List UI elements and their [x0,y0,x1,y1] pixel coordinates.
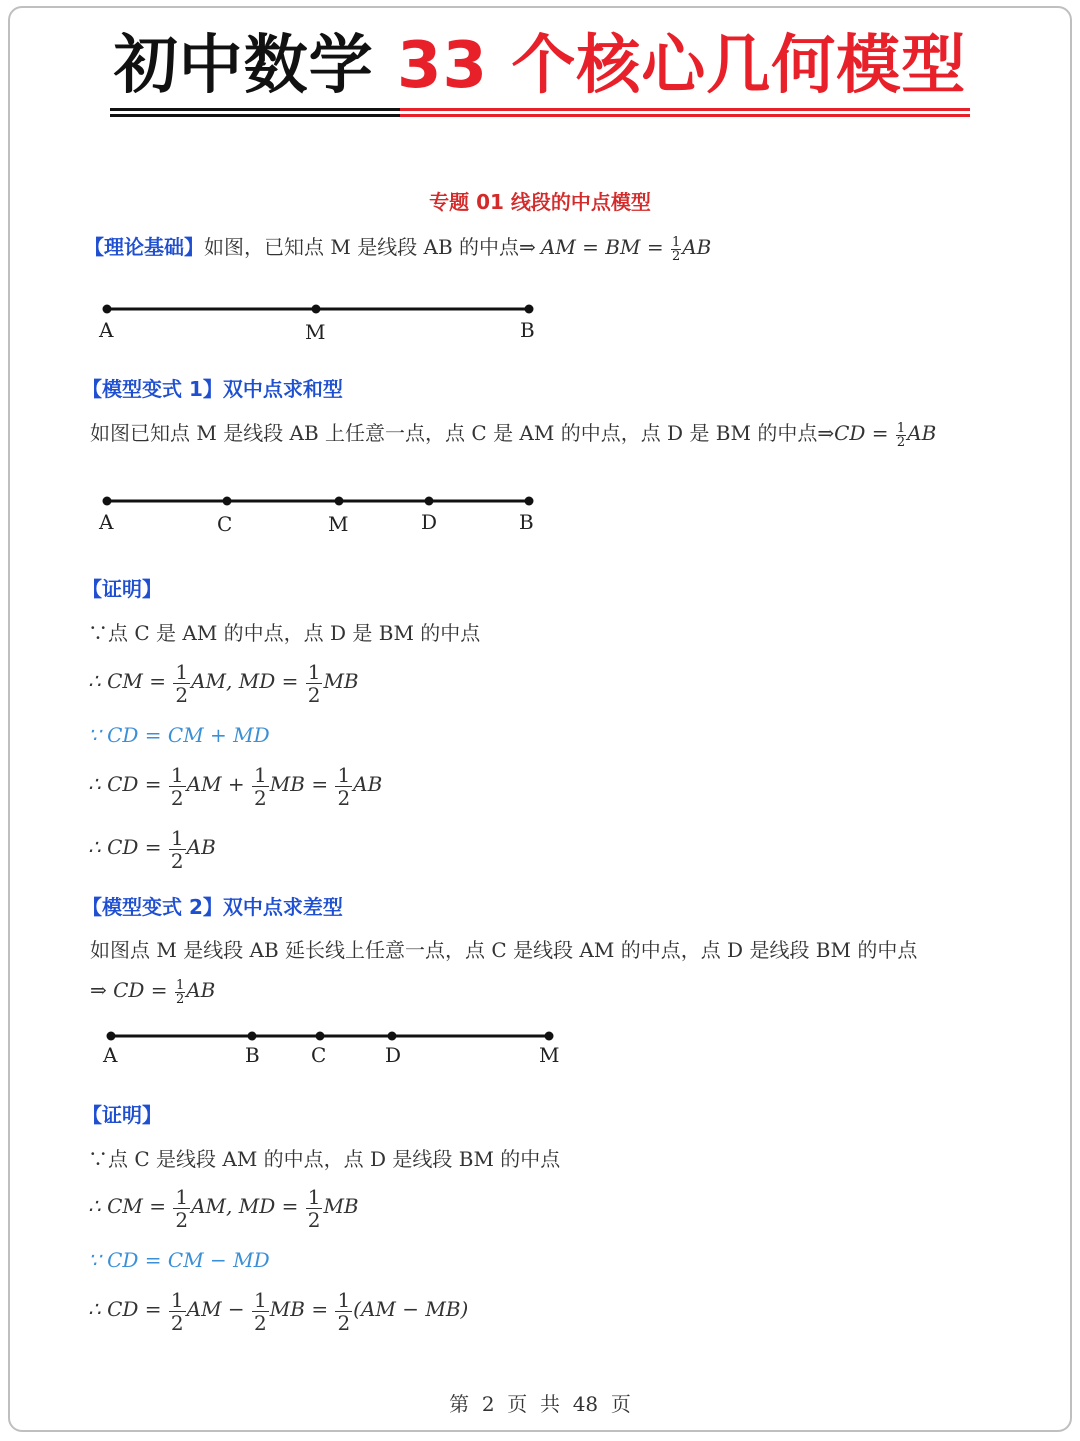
variant-1-text: 如图已知点 M 是线段 AB 上任意一点，点 C 是 AM 的中点，点 D 是 BM 的中点⇒ [90,421,835,445]
theory-text: 如图，已知点 M 是线段 AB 的中点⇒ [204,235,536,259]
fraction [335,763,352,808]
fraction-numerator: 1 [307,1185,321,1209]
proof-1-heading: 【证明】 [82,577,162,601]
fraction-denominator: 2 [671,249,681,264]
figure-3-point-m [545,1032,554,1041]
fraction-numerator: 1 [175,1185,189,1209]
figure-2-point-a [103,497,112,506]
fraction-denominator: 2 [175,683,189,707]
figure-2-segment [90,488,560,544]
figure-1-point-m [312,305,321,314]
proof-2-line-4 [88,1288,468,1333]
fraction-denominator: 2 [307,1208,321,1232]
proof-text: ∴ CM = [88,669,173,693]
proof-text: ∴ CD = [88,1297,168,1321]
variant-2-statement: 如图点 M 是线段 AB 延长线上任意一点，点 C 是线段 AM 的中点，点 D 是线段 BM 的中点 [90,938,918,962]
banner-underline-black-2 [110,114,400,117]
figure-3-point-b [248,1032,257,1041]
figure-2-label-a: A [99,510,114,534]
page-number-footer: 第 2 页 共 48 页 [449,1392,631,1416]
fraction-denominator: 2 [254,786,267,810]
fraction [252,1288,269,1333]
variant-1-formula-right: AB [907,421,937,445]
figure-1-point-a [103,305,112,314]
fraction [169,826,186,871]
proof-1-line-5 [88,826,216,871]
proof-text: ∴ CD = [88,835,168,859]
figure-2-label-d: D [421,510,438,534]
variant-2-fraction [175,979,185,1006]
figure-2-label-b: B [519,510,534,534]
proof-text: AM + [186,772,252,796]
banner-title-part1: 初中数学 [113,29,374,103]
variant-1-fraction [896,422,906,449]
fraction-numerator: 1 [175,660,189,684]
theory-line [84,231,711,263]
figure-3-point-d [388,1032,397,1041]
variant-2-formula [90,978,215,1006]
fraction-numerator: 1 [254,1288,267,1312]
fraction-denominator: 2 [254,1311,267,1335]
fraction [252,763,269,808]
fraction-denominator: 2 [896,435,906,450]
fraction [306,660,323,705]
figure-3-label-m: M [539,1043,560,1067]
proof-text: AB [353,772,383,796]
figure-2-point-d [425,497,434,506]
banner-title-part2: 33 个核心几何模型 [396,29,967,103]
figure-3-segment [90,1023,580,1079]
banner-underline-black [110,108,400,111]
figure-2-point-c [223,497,232,506]
fraction-numerator: 1 [170,763,184,787]
fraction-denominator: 2 [170,849,184,873]
figure-3-label-d: D [385,1043,402,1067]
fraction-denominator: 2 [170,1311,184,1335]
variant-2-formula-left: ⇒ CD = [90,978,174,1002]
figure-3-label-b: B [245,1043,260,1067]
fraction-numerator: 1 [254,763,267,787]
proof-2-line-3: ∵ CD = CM − MD [88,1248,270,1272]
fraction-numerator: 1 [307,660,321,684]
fraction-numerator: 1 [896,421,906,436]
fraction-denominator: 2 [175,1208,189,1232]
figure-3-point-a [107,1032,116,1041]
proof-text: MB = [269,772,335,796]
figure-1-point-b [525,305,534,314]
proof-text: AB [186,835,216,859]
topic-title: 专题 01 线段的中点模型 [429,190,651,214]
fraction-numerator: 1 [671,235,681,250]
proof-text: AM, MD = [191,1194,305,1218]
fraction [173,660,190,705]
variant-1-heading: 【模型变式 1】双中点求和型 [82,377,343,401]
figure-3-label-c: C [311,1043,327,1067]
variant-2-formula-right: AB [186,978,216,1002]
fraction-denominator: 2 [170,786,184,810]
fraction-denominator: 2 [337,1311,351,1335]
fraction [173,1185,190,1230]
proof-1-line-3: ∵ CD = CM + MD [88,723,270,747]
fraction [169,763,186,808]
fraction-denominator: 2 [307,683,321,707]
proof-text: MB [323,669,359,693]
proof-2-line-2 [88,1185,359,1230]
fraction-numerator: 1 [175,978,185,993]
fraction-denominator: 2 [175,992,185,1007]
proof-text: ∴ CM = [88,1194,173,1218]
theory-formula-left: AM = BM = [540,235,670,259]
variant-1-formula-left: CD = [834,421,895,445]
figure-2-point-m [335,497,344,506]
fraction-numerator: 1 [170,826,184,850]
banner-underline-red-2 [400,114,970,117]
figure-1-segment [90,296,560,352]
fraction-numerator: 1 [337,763,351,787]
figure-2-point-b [525,497,534,506]
figure-3-point-c [316,1032,325,1041]
fraction [306,1185,323,1230]
theory-label: 【理论基础】 [84,235,204,259]
figure-2-label-m: M [328,512,349,536]
figure-3-label-a: A [103,1043,118,1067]
figure-2-label-c: C [217,512,233,536]
proof-text: (AM − MB) [353,1297,469,1321]
proof-text: ∴ CD = [88,772,168,796]
proof-2-heading: 【证明】 [82,1103,162,1127]
fraction-numerator: 1 [170,1288,184,1312]
fraction-denominator: 2 [337,786,351,810]
proof-text: AM, MD = [191,669,305,693]
fraction [335,1288,352,1333]
variant-2-heading: 【模型变式 2】双中点求差型 [82,895,343,919]
fraction [169,1288,186,1333]
figure-1-label-m: M [305,320,326,344]
proof-text: MB [323,1194,359,1218]
banner-title [0,26,1080,106]
figure-1-label-a: A [99,318,114,342]
theory-formula-right: AB [682,235,712,259]
variant-1-statement [90,417,936,449]
fraction-numerator: 1 [337,1288,351,1312]
proof-1-line-4 [88,763,382,808]
proof-2-line-1: ∵点 C 是线段 AM 的中点，点 D 是线段 BM 的中点 [88,1147,561,1171]
figure-1-label-b: B [520,318,535,342]
theory-fraction [671,236,681,263]
proof-1-line-1: ∵点 C 是 AM 的中点，点 D 是 BM 的中点 [88,621,481,645]
proof-text: MB = [269,1297,335,1321]
banner-underline-red [400,108,970,111]
proof-text: AM − [186,1297,252,1321]
proof-1-line-2 [88,660,359,705]
